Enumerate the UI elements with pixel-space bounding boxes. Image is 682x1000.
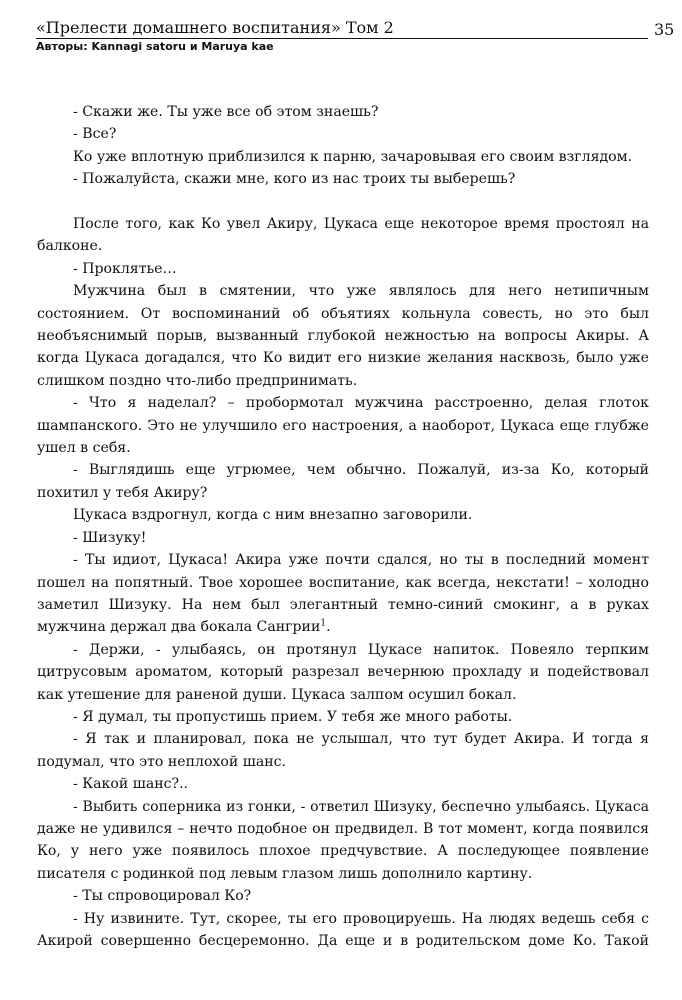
paragraph: - Скажи же. Ты уже все об этом знаешь?: [73, 104, 379, 120]
blank-line: [37, 191, 649, 213]
footnote-ref[interactable]: 1: [320, 618, 327, 629]
paragraph: - Все?: [73, 126, 117, 143]
paragraph: - Ну извините. Тут, скорее, ты его провоцируешь. На людях ведешь себя с Акирой совершенно бесцеремонно. Да еще и в родительском доме Ко. Такой: [37, 910, 649, 950]
paragraph-with-footnote: [37, 549, 649, 639]
paragraph: - Пожалуйста, скажи мне, кого из нас троих ты выберешь?: [73, 171, 516, 188]
paragraph: Мужчина был в смятении, что уже являлось для него нетипичным состоянием. От воспоминаний об объятиях кольнула совесть, но это был необъяснимый порыв, вызванный глубокой нежностью на вопросы Акиры. А когда Цукаса догадался, что Ко видит его низкие желания насквозь, было уже слишком поздно что-либо предпринимать.: [37, 283, 649, 389]
page-header: [36, 18, 648, 54]
paragraph: После того, как Ко увел Акиру, Цукаса еще некоторое время простоял на балконе.: [37, 216, 649, 255]
paragraph: Цукаса вздрогнул, когда с ним внезапно заговорили.: [73, 507, 473, 524]
paragraph: - Проклятье…: [73, 260, 177, 277]
book-title: «Прелести домашнего воспитания» Том 2: [36, 18, 648, 39]
page-number: 35: [654, 20, 675, 39]
paragraph: - Выбить соперника из гонки, - ответил Шизуку, беспечно улыбаясь. Цукаса даже не удивился – нечто подобное он предвидел. В тот момент, когда появился Ко, у него уже появилось плохое предчувствие. А последующее появление писателя с родинкой под левым глазом лишь дополнило картину.: [37, 798, 649, 882]
paragraph: - Ты спровоцировал Ко?: [73, 888, 252, 905]
paragraph: - Выглядишь еще угрюмее, чем обычно. Пожалуй, из-за Ко, который похитил у тебя Акиру?: [37, 462, 649, 501]
paragraph: - Что я наделал? – пробормотал мужчина расстроенно, делая глоток шампанского. Это не улучшило его настроения, а наоборот, Цукаса еще глубже ушел в себя.: [37, 395, 649, 457]
body-text: [37, 101, 649, 952]
paragraph: Ко уже вплотную приблизился к парню, зачаровывая его своим взглядом.: [73, 148, 633, 165]
paragraph: - Шизуку!: [73, 529, 147, 546]
book-authors: Авторы: Kannagi satoru и Maruya kae: [36, 40, 274, 53]
paragraph: - Я думал, ты пропустишь прием. У тебя же много работы.: [73, 708, 513, 725]
paragraph-end: .: [326, 619, 331, 636]
paragraph: - Держи, - улыбаясь, он протянул Цукасе напиток. Повеяло терпким цитрусовым ароматом, который разрезал вечернюю прохладу и подействовал как утешение для раненой души. Цукаса залпом осушил бокал.: [37, 641, 649, 703]
paragraph: - Я так и планировал, пока не услышал, что тут будет Акира. И тогда я подумал, что это неплохой шанс.: [37, 731, 649, 770]
paragraph-text: - Ты идиот, Цукаса! Акира уже почти сдался, но ты в последний момент пошел на попятный. Твое хорошее воспитание, как всегда, некстати! – холодно заметил Шизуку. На нем был элегантный темно-синий смокинг, а в руках мужчина держал два бокала Сангрии: [37, 552, 649, 636]
paragraph: - Какой шанс?..: [73, 776, 189, 793]
